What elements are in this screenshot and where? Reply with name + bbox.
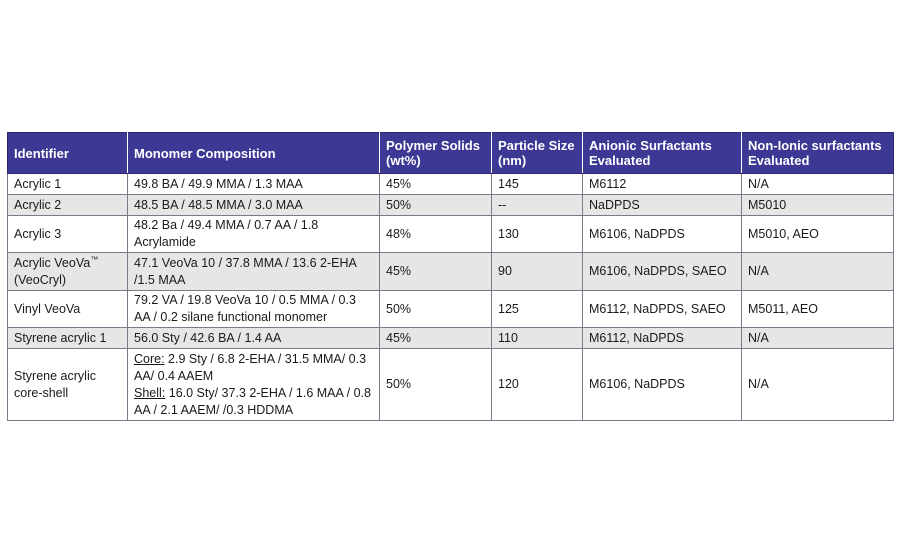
shell-label: Shell: [134, 385, 166, 400]
cell-anionic: M6106, NaDPDS, SAEO [583, 253, 742, 291]
header-anionic-surfactants: Anionic Surfactants Evaluated [583, 133, 742, 174]
cell-nonionic: N/A [742, 253, 894, 291]
table-row [8, 291, 894, 328]
core-label: Core: [134, 351, 165, 366]
header-nonionic-surfactants: Non-Ionic surfactants Evaluated [742, 133, 894, 174]
cell-particle-size: 145 [492, 174, 583, 195]
table-row [8, 328, 894, 349]
cell-anionic: M6112 [583, 174, 742, 195]
cell-particle-size: 130 [492, 216, 583, 253]
cell-monomer [128, 349, 380, 421]
header-monomer-composition: Monomer Composition [128, 133, 380, 174]
cell-anionic: M6106, NaDPDS [583, 216, 742, 253]
header-particle-size: Particle Size (nm) [492, 133, 583, 174]
latex-composition-table [7, 132, 894, 421]
cell-monomer: 47.1 VeoVa 10 / 37.8 MMA / 13.6 2-EHA /1.5 MAA [128, 253, 380, 291]
table-row [8, 174, 894, 195]
cell-nonionic: M5010, AEO [742, 216, 894, 253]
table-row [8, 349, 894, 421]
cell-identifier: Acrylic 3 [8, 216, 128, 253]
cell-particle-size: 90 [492, 253, 583, 291]
trademark-symbol: ™ [90, 254, 99, 264]
cell-anionic: M6112, NaDPDS [583, 328, 742, 349]
cell-anionic: M6112, NaDPDS, SAEO [583, 291, 742, 328]
table-row [8, 253, 894, 291]
shell-composition [134, 385, 373, 419]
cell-identifier: Vinyl VeoVa [8, 291, 128, 328]
shell-text: 16.0 Sty/ 37.3 2-EHA / 1.6 MAA / 0.8 AA / 2.1 AAEM/ /0.3 HDDMA [134, 385, 371, 417]
cell-monomer: 49.8 BA / 49.9 MMA / 1.3 MAA [128, 174, 380, 195]
cell-anionic: M6106, NaDPDS [583, 349, 742, 421]
table-row [8, 216, 894, 253]
header-identifier: Identifier [8, 133, 128, 174]
cell-particle-size: 110 [492, 328, 583, 349]
cell-identifier: Acrylic 2 [8, 195, 128, 216]
cell-identifier [8, 253, 128, 291]
header-polymer-solids: Polymer Solids (wt%) [380, 133, 492, 174]
cell-identifier: Acrylic 1 [8, 174, 128, 195]
cell-solids: 50% [380, 291, 492, 328]
table-header [8, 133, 894, 174]
table-row [8, 195, 894, 216]
cell-particle-size: 125 [492, 291, 583, 328]
cell-nonionic: N/A [742, 174, 894, 195]
cell-nonionic: M5010 [742, 195, 894, 216]
cell-nonionic: N/A [742, 328, 894, 349]
cell-particle-size: -- [492, 195, 583, 216]
cell-solids: 45% [380, 253, 492, 291]
latex-composition-table-container [7, 132, 893, 421]
cell-solids: 45% [380, 174, 492, 195]
cell-nonionic: N/A [742, 349, 894, 421]
cell-solids: 45% [380, 328, 492, 349]
identifier-sub: (VeoCryl) [14, 272, 67, 287]
cell-nonionic: M5011, AEO [742, 291, 894, 328]
cell-identifier: Styrene acrylic core-shell [8, 349, 128, 421]
cell-monomer: 79.2 VA / 19.8 VeoVa 10 / 0.5 MMA / 0.3 AA / 0.2 silane functional monomer [128, 291, 380, 328]
table-body [8, 174, 894, 421]
cell-anionic: NaDPDS [583, 195, 742, 216]
cell-monomer: 48.2 Ba / 49.4 MMA / 0.7 AA / 1.8 Acrylamide [128, 216, 380, 253]
header-row [8, 133, 894, 174]
cell-particle-size: 120 [492, 349, 583, 421]
core-text: 2.9 Sty / 6.8 2-EHA / 31.5 MMA/ 0.3 AA/ 0.4 AAEM [134, 351, 367, 383]
cell-identifier: Styrene acrylic 1 [8, 328, 128, 349]
cell-solids: 50% [380, 195, 492, 216]
core-composition [134, 351, 373, 385]
cell-solids: 48% [380, 216, 492, 253]
cell-solids: 50% [380, 349, 492, 421]
cell-monomer: 48.5 BA / 48.5 MMA / 3.0 MAA [128, 195, 380, 216]
cell-monomer: 56.0 Sty / 42.6 BA / 1.4 AA [128, 328, 380, 349]
identifier-main: Acrylic VeoVa [14, 255, 91, 270]
